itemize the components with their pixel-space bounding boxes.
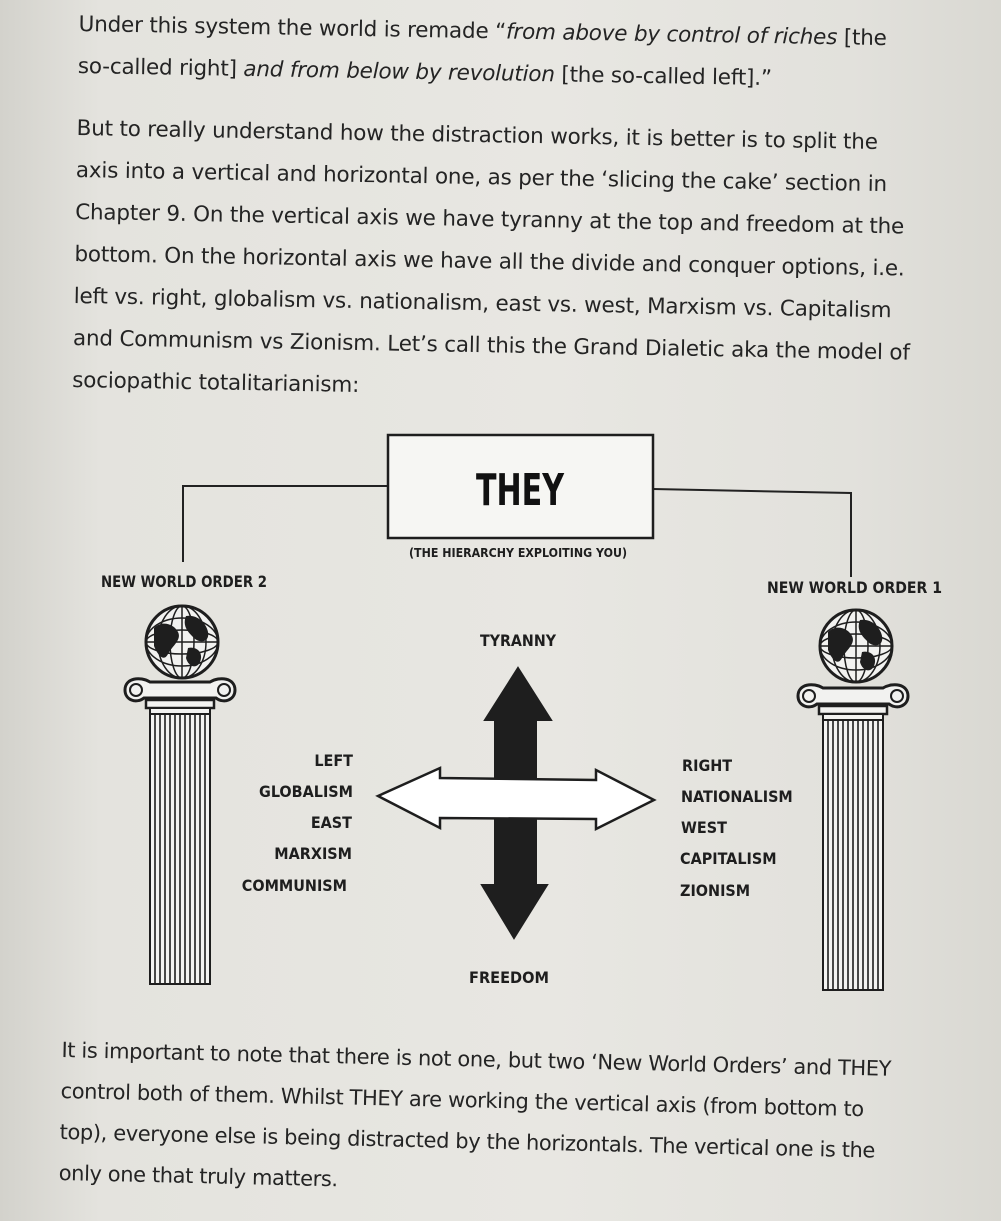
they-title: THEY xyxy=(476,465,565,516)
they-box xyxy=(388,435,653,538)
ionic-column-icon xyxy=(798,685,908,990)
intro-line-2: so-called right] and from below by revolution [the so-called left].” xyxy=(77,53,773,92)
right-term: NATIONALISM xyxy=(681,787,793,806)
freedom-label: FREEDOM xyxy=(469,968,549,987)
main-line: bottom. On the horizontal axis we have all the divide and conquer options, i.e. xyxy=(74,241,905,282)
left-term: EAST xyxy=(310,813,352,832)
main-line: and Communism vs Zionism. Let’s call this the Grand Dialetic aka the model of xyxy=(72,325,910,366)
right-term: ZIONISM xyxy=(680,881,751,900)
right-term: WEST xyxy=(681,818,727,837)
left-term: LEFT xyxy=(314,751,353,770)
main-line: But to really understand how the distraction works, it is better is to split the xyxy=(76,115,878,155)
closing-line: only one that truly matters. xyxy=(58,1160,339,1192)
left-term: MARXISM xyxy=(274,844,352,863)
nwo-left-label: NEW WORLD ORDER 2 xyxy=(101,572,267,591)
main-line: axis into a vertical and horizontal one, as per the ‘slicing the cake’ section in xyxy=(75,157,888,198)
tyranny-label: TYRANNY xyxy=(480,631,557,650)
closing-line: control both of them. Whilst THEY are working the vertical axis (from bottom to xyxy=(60,1078,865,1122)
globe-icon xyxy=(146,606,218,678)
main-line: left vs. right, globalism vs. nationalism, east vs. west, Marxism vs. Capitalism xyxy=(73,283,892,324)
grand-dialectic-diagram xyxy=(0,420,1001,1020)
they-subtitle: (THE HIERARCHY EXPLOITING YOU) xyxy=(409,546,627,560)
left-term: GLOBALISM xyxy=(259,782,353,801)
intro-paragraph xyxy=(78,4,888,102)
closing-line: top), everyone else is being distracted by the horizontals. The vertical one is the xyxy=(59,1119,876,1163)
closing-paragraph xyxy=(58,1030,891,1213)
right-connector-line xyxy=(653,489,851,577)
nwo-right-label: NEW WORLD ORDER 1 xyxy=(767,578,942,597)
globe-icon xyxy=(820,610,892,682)
main-line: Chapter 9. On the vertical axis we have tyranny at the top and freedom at the xyxy=(74,199,905,240)
main-line: sociopathic totalitarianism: xyxy=(72,367,360,398)
main-paragraph xyxy=(72,108,914,417)
closing-line: It is important to note that there is not one, but two ‘New World Orders’ and THEY xyxy=(61,1037,892,1081)
left-term: COMMUNISM xyxy=(241,876,347,895)
left-connector-line xyxy=(183,486,388,562)
ionic-column-icon xyxy=(125,679,235,984)
intro-line-1: Under this system the world is remade “from above by control of riches [the xyxy=(78,11,887,52)
right-term: CAPITALISM xyxy=(680,849,777,868)
right-term: RIGHT xyxy=(682,756,733,775)
